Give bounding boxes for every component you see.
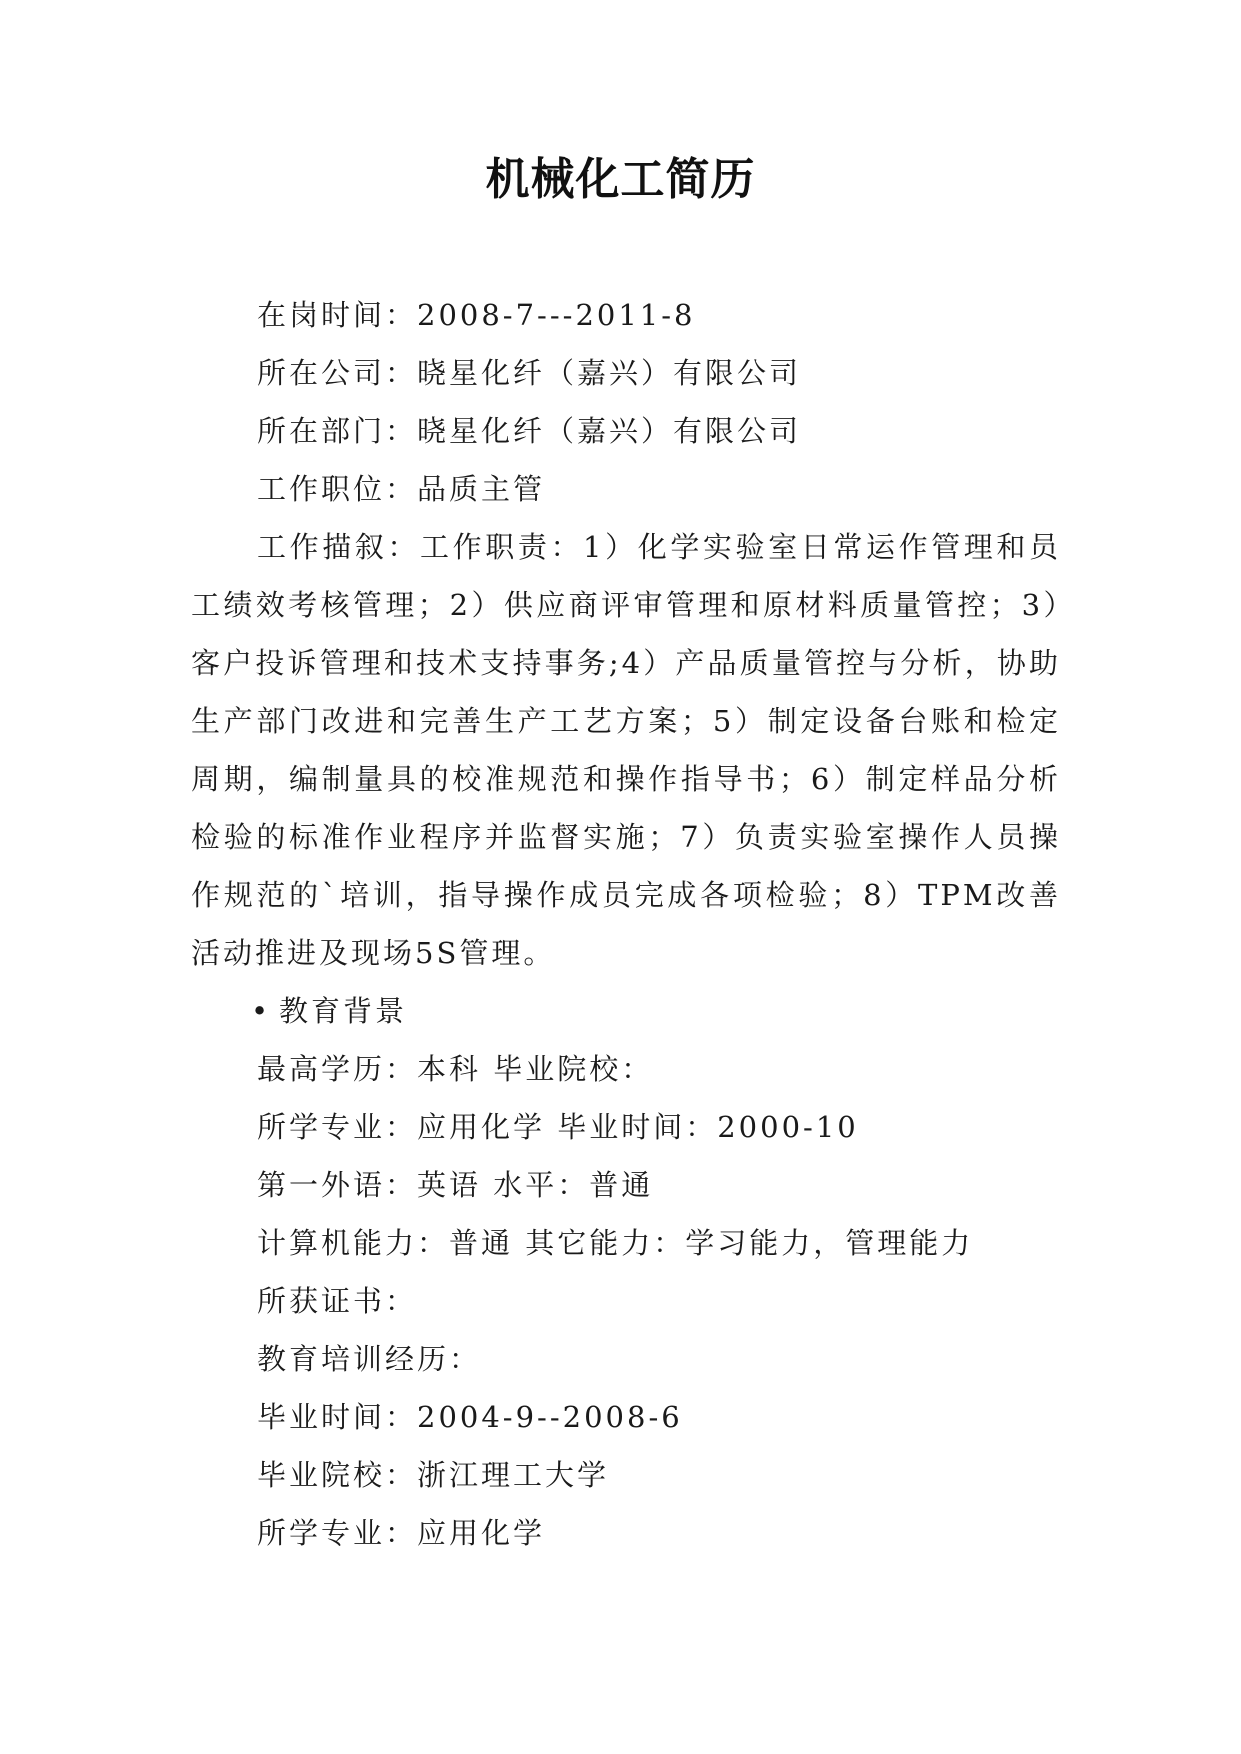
education-heading: 教育背景: [279, 994, 408, 1028]
job-department: 所在部门：晓星化纤（嘉兴）有限公司: [257, 414, 802, 448]
education-computer-skills: 计算机能力：普通 其它能力：学习能力，管理能力: [257, 1226, 974, 1260]
education-foreign-language: 第一外语：英语 水平：普通: [257, 1168, 654, 1202]
job-description: 工作描叙：工作职责：1）化学实验室日常运作管理和员工绩效考核管理；2）供应商评审管理和原材料质量管控；3）客户投诉管理和技术支持事务;4）产品质量管控与分析，协助生产部门改进和完善生产工艺方案；5）制定设备台账和检定周期，编制量具的校准规范和操作指导书；6）制定样品分析检验的标准作业程序并监督实施；7）负责实验室操作人员操作规范的`培训，指导操作成员完成各项检验；8）TPM改善活动推进及现场5S管理。: [191, 530, 1061, 970]
document-title: 机械化工简历: [485, 154, 756, 205]
education-certificates: 所获证书：: [257, 1284, 418, 1318]
education-graduation-period: 毕业时间：2004-9--2008-6: [257, 1400, 683, 1434]
resume-body: [191, 286, 1061, 1562]
education-training-label: 教育培训经历：: [257, 1342, 482, 1376]
education-major-graduation: 所学专业：应用化学 毕业时间：2000-10: [257, 1110, 859, 1144]
job-position: 工作职位：品质主管: [257, 472, 546, 506]
education-highest-degree: 最高学历：本科 毕业院校：: [257, 1052, 654, 1086]
education-school: 毕业院校：浙江理工大学: [257, 1458, 610, 1492]
education-heading-row: [191, 982, 1061, 1040]
education-major: 所学专业：应用化学: [257, 1516, 546, 1550]
job-company: 所在公司：晓星化纤（嘉兴）有限公司: [257, 356, 802, 390]
job-period: 在岗时间：2008-7---2011-8: [257, 298, 696, 332]
bullet-icon: •: [251, 994, 272, 1028]
